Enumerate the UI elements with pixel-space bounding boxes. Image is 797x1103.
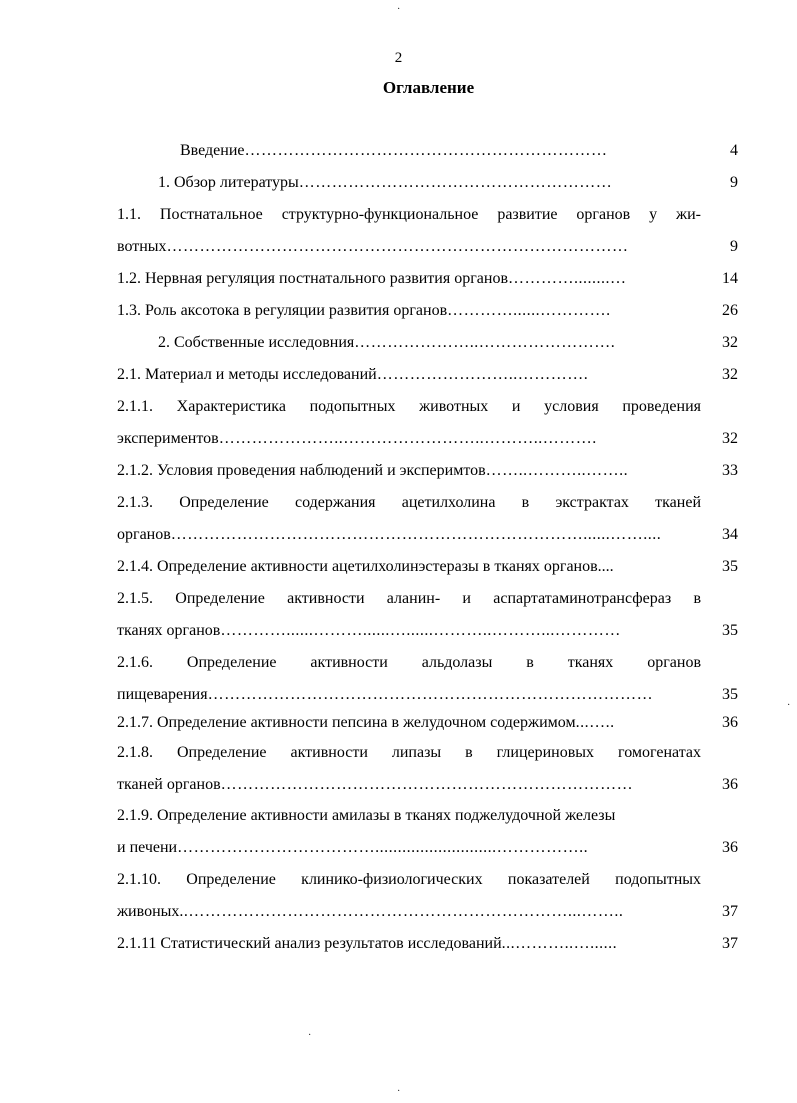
toc-page-number: 9 (730, 174, 738, 191)
toc-leader: …………......………......…......………..………...………… (220, 622, 621, 639)
toc-entry-text: 2.1.11 Статистический анализ результатов исследований (117, 935, 502, 952)
toc-leader: ………………………………………………………… (244, 142, 608, 159)
toc-entry-text: и печени (117, 839, 178, 856)
toc-entry (117, 713, 615, 733)
toc-entry-text: 2.1.10. Определение клинико-физиологических показателей подопытных (117, 871, 701, 888)
page-number: 2 (394, 50, 403, 66)
toc-entry-text: тканей органов (117, 776, 221, 793)
toc-entry-text: 1.3. Роль аксотока в регуляции развития органов (117, 302, 448, 319)
toc-entry (117, 685, 653, 705)
toc-entry (117, 621, 621, 641)
toc-entry-text: 2. Собственные исследовния (158, 334, 355, 351)
toc-leader: ………………………………………………… (298, 174, 613, 191)
toc-page-number: 4 (730, 142, 738, 159)
page-title: Оглавление (382, 78, 475, 97)
scan-speck: · (397, 4, 401, 15)
toc-page-number: 35 (722, 558, 738, 575)
toc-entry-text: пищеварения (117, 686, 208, 703)
toc-entry-text: 2.1. Материал и методы исследований (117, 366, 377, 383)
toc-entry (117, 429, 597, 449)
toc-entry-text: 2.1.5. Определение активности аланин- и аспартатаминотрансфераз в (117, 590, 701, 607)
toc-entry-text: вотных (117, 238, 167, 255)
toc-entry-text: 2.1.2. Условия проведения наблюдений и эксперимтов (117, 462, 486, 479)
toc-page-number: 35 (722, 622, 738, 639)
toc-page-number: 36 (722, 714, 738, 731)
toc-leader: …………......…………. (447, 302, 611, 319)
toc-entry (117, 365, 588, 385)
toc-entry-text: 2.1.3. Определение содержания ацетилхолина в экстрактах тканей (117, 494, 701, 511)
scan-speck: · (308, 1030, 312, 1041)
toc-leader: ...………..…...... (501, 935, 618, 952)
toc-page-number: 32 (722, 366, 738, 383)
toc-leader: ………………………………………………………………… (220, 776, 634, 793)
toc-entry-text: 2.1.1. Характеристика подопытных животных и условия проведения (117, 398, 701, 415)
toc-entry-text: 2.1.9. Определение активности амилазы в тканях поджелудочной железы (117, 807, 616, 824)
toc-entry-text: органов (117, 526, 171, 543)
toc-leader: …………………..……………………. (354, 334, 616, 351)
toc-entry (158, 333, 615, 353)
toc-entry (117, 775, 633, 795)
scan-speck: · (787, 700, 791, 711)
toc-entry (117, 301, 611, 321)
toc-page-number: 33 (722, 462, 738, 479)
toc-page-number: 37 (722, 903, 738, 920)
toc-entry-text: 1.2. Нервная регуляция постнатального развития органов (117, 270, 508, 287)
toc-page-number: 35 (722, 686, 738, 703)
toc-page-number: 36 (722, 776, 738, 793)
toc-leader: …………........… (508, 270, 627, 287)
toc-page-number: 9 (730, 238, 738, 255)
toc-entry-text: Введение (180, 142, 245, 159)
toc-entry-text: тканях органов (117, 622, 221, 639)
toc-entry-text: 2.1.8. Определение активности липазы в глицериновых гомогенатах (117, 744, 701, 761)
toc-leader: ..……………………………………………………………...…….. (179, 903, 624, 920)
toc-entry (117, 838, 588, 858)
toc-entry (117, 557, 614, 577)
toc-leader: ………………………………………………………………………… (166, 238, 629, 255)
toc-leader: ……..………..…….. (485, 462, 629, 479)
toc-entry (158, 173, 612, 193)
toc-page-number: 32 (722, 430, 738, 447)
toc-page-number: 32 (722, 334, 738, 351)
toc-entry-text: 1.1. Постнатальное структурно-функциональное развитие органов у жи- (117, 206, 701, 223)
toc-leader: ………………………………...........................…………….. (177, 839, 589, 856)
toc-entry (117, 237, 629, 257)
toc-page-number: 37 (722, 935, 738, 952)
toc-leader: ……………………………………………………………………… (207, 686, 654, 703)
toc-page-number: 36 (722, 839, 738, 856)
toc-leader: …………………………………………………………………......…….... (170, 526, 662, 543)
toc-leader: ...….. (575, 714, 615, 731)
toc-entry (117, 461, 628, 481)
toc-entry-text: 2.1.4. Определение активности ацетилхолинэстеразы в тканях органов.... (117, 558, 614, 575)
toc-entry (117, 934, 617, 954)
toc-entry (117, 806, 615, 826)
scan-speck: · (397, 1086, 401, 1097)
toc-entry-text: 1. Обзор литературы (158, 174, 299, 191)
toc-entry (117, 902, 623, 922)
toc-leader: ……………………..…………. (376, 366, 589, 383)
toc-page-number: 26 (722, 302, 738, 319)
toc-entry-text: экспериментов (117, 430, 219, 447)
toc-page-number: 34 (722, 526, 738, 543)
toc-entry (180, 141, 608, 161)
toc-leader: …………………..……………………..………..………. (218, 430, 597, 447)
toc-entry-text: 2.1.7. Определение активности пепсина в желудочном содержимом (117, 714, 576, 731)
toc-entry (117, 525, 661, 545)
toc-page-number: 14 (722, 270, 738, 287)
toc-entry-text: живоных (117, 903, 180, 920)
toc-entry-text: 2.1.6. Определение активности альдолазы в тканях органов (117, 654, 701, 671)
toc-entry (117, 269, 627, 289)
